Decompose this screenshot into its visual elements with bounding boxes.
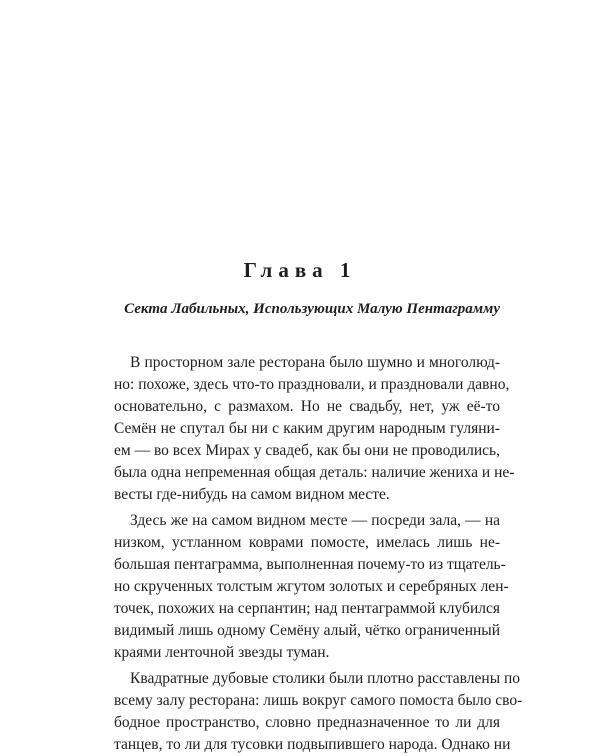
text-line: основательно, с размахом. Но не свадьбу, нет, уж её-то [114,398,500,415]
text-line: точек, похожих на серпантин; над пентаграммой клубился [114,600,500,617]
text-line: видимый лишь одному Семёну алый, чётко ограниченный [114,622,500,639]
text-line: низком, устланном коврами помосте, имелась лишь не- [114,534,500,551]
text-line: танцев, то ли для тусовки подвыпившего народа. Однако ни [114,736,511,753]
text-line: Квадратные дубовые столики были плотно расставлены по [130,670,521,687]
text-line: весты где-нибудь на самом видном месте. [114,486,390,503]
chapter-subtitle: Секта Лабильных, Использующих Малую Пентаграмму [124,301,500,317]
text-line: была одна непременная общая деталь: наличие жениха и не- [114,464,515,481]
text-line: краями ленточной звезды туман. [114,644,330,661]
text-line: но: похоже, здесь что-то праздновали, и праздновали давно, [114,376,510,393]
text-line: В просторном зале ресторана было шумно и многолюд- [130,354,500,371]
text-line: большая пентаграмма, выполненная почему-то из тщатель- [114,556,506,573]
paragraph [114,352,515,506]
text-line: Здесь же на самом видном месте — посреди зала, — на [130,512,500,529]
paragraph [114,510,509,664]
text-line: Семён не спутал бы ни с каким другим народным гуляни- [114,420,500,437]
text-line: ем — во всех Мирах у свадеб, как бы они не проводились, [114,442,500,459]
text-line: всему залу ресторана: лишь вокруг самого помоста было сво- [114,692,523,709]
chapter-heading: Глава 1 [243,258,357,282]
text-line: но скрученных толстым жгутом золотых и серебряных лен- [114,578,509,595]
paragraph [114,668,523,756]
body-text [114,352,523,756]
text-line: бодное пространство, словно предназначенное то ли для [114,714,500,731]
